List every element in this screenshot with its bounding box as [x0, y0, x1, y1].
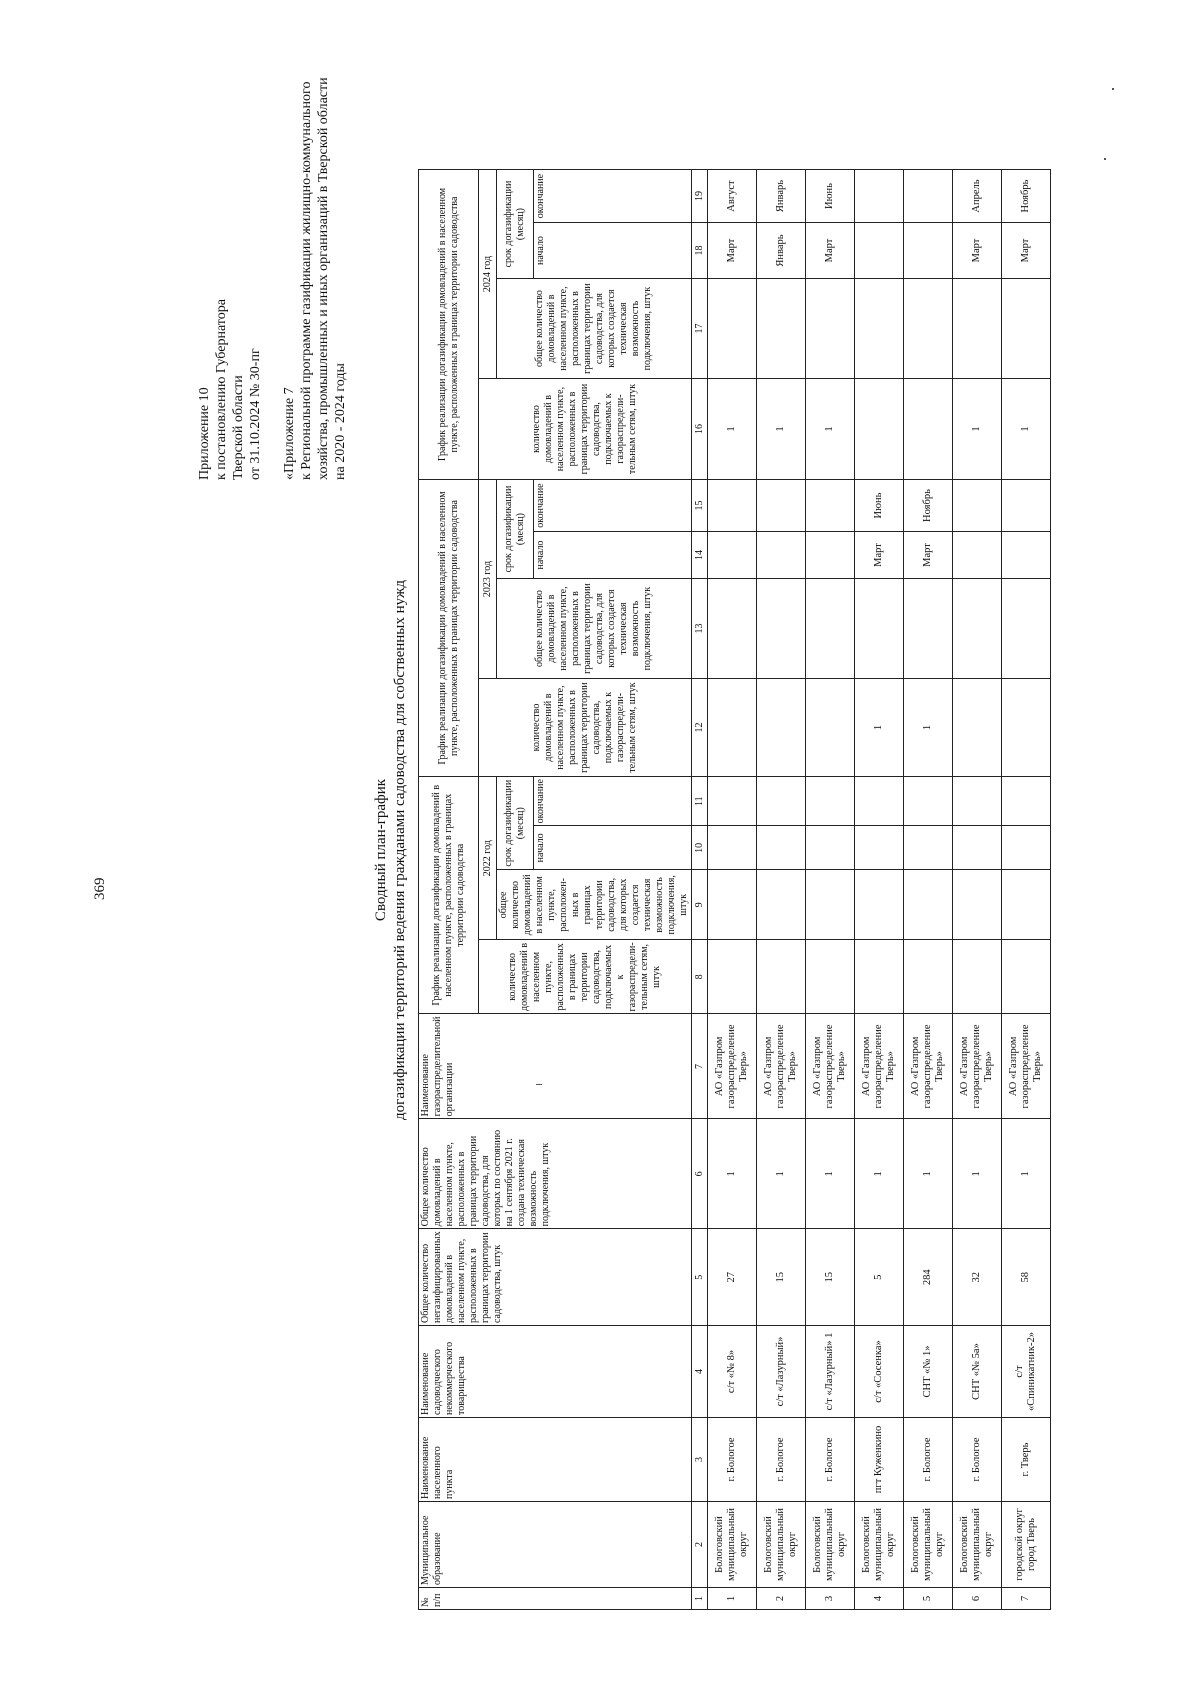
- table-cell-c9: [708, 870, 757, 940]
- table-cell-c18: Январь: [757, 223, 806, 279]
- table-cell-c5: 5: [855, 1229, 904, 1326]
- header-group-2024: График реализации догазификации домовладений в населенном пункте, расположенных в границах территории садоводства: [419, 170, 479, 480]
- table-cell-c16: 1: [1002, 379, 1051, 480]
- table-cell-c18: [904, 223, 953, 279]
- title-line: догазификации территорий ведения гражданами садоводства для собственных нужд: [392, 580, 408, 1120]
- table-cell-c11: [806, 777, 855, 826]
- table-cell-c9: [757, 870, 806, 940]
- table-cell-np: г. Бологое: [806, 1418, 855, 1502]
- table-cell-n: 7: [1002, 1588, 1051, 1610]
- table-cell-c14: [806, 532, 855, 579]
- appendix-line: хозяйства, промышленных и иных организаций в Тверской области: [316, 77, 331, 480]
- header-total-2022: общее количество домовладений в населенном пункте, расположен-ных в границах территории садоводства, для которых создается техническая возможность подключения, штук: [497, 870, 692, 940]
- scan-speck: [1104, 158, 1106, 160]
- header-start-2024: начало: [533, 223, 691, 279]
- schedule-table: [418, 169, 1051, 1610]
- table-cell-c11: [904, 777, 953, 826]
- table-row: [855, 170, 904, 1610]
- table-cell-c8: [904, 940, 953, 1014]
- scan-speck: [536, 1084, 542, 1085]
- table-cell-c14: Март: [855, 532, 904, 579]
- table-cell-c8: [953, 940, 1002, 1014]
- table-cell-c12: [1002, 679, 1051, 777]
- table-cell-c6: 1: [806, 1119, 855, 1229]
- header-group-2023: График реализации догазификации домовладений в населенном пункте, расположенных в границах территории садоводства: [419, 480, 479, 777]
- table-cell-c14: Март: [904, 532, 953, 579]
- table-cell-c16: 1: [953, 379, 1002, 480]
- table-row: [904, 170, 953, 1610]
- header-group-2022: График реализации догазификации домовладений в населенном пункте, расположенных в границах территории садоводства: [419, 777, 479, 1014]
- table-cell-c11: [757, 777, 806, 826]
- table-cell-c13: [708, 579, 757, 679]
- column-number-cell: 9: [692, 870, 708, 940]
- column-number-cell: 17: [692, 279, 708, 379]
- header-term-2022: срок догазификации (месяц): [497, 777, 534, 870]
- table-cell-c13: [904, 579, 953, 679]
- table-cell-c19: Январь: [757, 170, 806, 223]
- table-row: [953, 170, 1002, 1610]
- table-cell-c10: [904, 826, 953, 870]
- table-cell-c15: Ноябрь: [904, 480, 953, 532]
- column-number-cell: 14: [692, 532, 708, 579]
- table-cell-c5: 27: [708, 1229, 757, 1326]
- table-cell-c5: 32: [953, 1229, 1002, 1326]
- column-number-cell: 12: [692, 679, 708, 777]
- table-cell-c8: [855, 940, 904, 1014]
- table-cell-org: АО «Газпром газораспределение Тверь»: [904, 1014, 953, 1119]
- column-number-cell: 15: [692, 480, 708, 532]
- table-cell-np: г. Тверь: [1002, 1418, 1051, 1502]
- header-year-2024: 2024 год: [479, 170, 497, 379]
- appendix-line: Приложение 10: [197, 387, 212, 480]
- table-cell-n: 4: [855, 1588, 904, 1610]
- header-start-2022: начало: [533, 826, 691, 870]
- header-end-2024: окончание: [533, 170, 691, 223]
- table-body: [692, 170, 1051, 1610]
- table-cell-np: г. Бологое: [953, 1418, 1002, 1502]
- header-connected-2023: количество домовладений в населенном пункте, расположенных в границах территории садоводства, подключаемых к газораспредели-тельным сетям, штук: [479, 679, 692, 777]
- table-cell-c14: [757, 532, 806, 579]
- table-cell-c15: [1002, 480, 1051, 532]
- column-number-cell: 6: [692, 1119, 708, 1229]
- table-cell-c18: [855, 223, 904, 279]
- column-number-cell: 2: [692, 1502, 708, 1588]
- page-number: 369: [92, 877, 108, 900]
- table-cell-snt: с/т «Сосенка»: [855, 1326, 904, 1418]
- header-org: Наименование газораспределительной организации: [419, 1014, 692, 1119]
- header-year-2022: 2022 год: [479, 777, 497, 940]
- table-cell-c19: [855, 170, 904, 223]
- table-cell-snt: СНТ «№ 1»: [904, 1326, 953, 1418]
- table-cell-c11: [855, 777, 904, 826]
- header-connected-2024: количество домовладений в населенном пункте, расположенных в границах территории садоводства, подключаемых к газораспредели-тельным сетям, штук: [479, 379, 692, 480]
- table-cell-c14: [953, 532, 1002, 579]
- table-cell-c11: [1002, 777, 1051, 826]
- table-cell-c5: 58: [1002, 1229, 1051, 1326]
- table-cell-c12: [708, 679, 757, 777]
- column-number-cell: 13: [692, 579, 708, 679]
- table-cell-snt: с/т «Лазурный»: [757, 1326, 806, 1418]
- header-municipality: Муниципальное образование: [419, 1502, 692, 1588]
- table-cell-n: 3: [806, 1588, 855, 1610]
- table-cell-np: г. Бологое: [904, 1418, 953, 1502]
- table-cell-c18: Март: [708, 223, 757, 279]
- table-row: [708, 170, 757, 1610]
- appendix-line: на 2020 - 2024 годы: [333, 363, 348, 480]
- table-cell-c10: [708, 826, 757, 870]
- table-cell-c6: 1: [1002, 1119, 1051, 1229]
- table-cell-c6: 1: [855, 1119, 904, 1229]
- header-start-2023: начало: [533, 532, 691, 579]
- table-cell-c17: [953, 279, 1002, 379]
- table-cell-c9: [855, 870, 904, 940]
- header-term-2024: срок догазификации (месяц): [497, 170, 534, 279]
- table-cell-org: АО «Газпром газораспределение Тверь»: [806, 1014, 855, 1119]
- table-cell-c19: Апрель: [953, 170, 1002, 223]
- column-number-cell: 4: [692, 1326, 708, 1418]
- header-connected-2022: количество домовладений в населенном пункте, расположенных в границах территории садоводства, подключаемых к газораспредели-тельным сетям, штук: [479, 940, 692, 1014]
- table-cell-np: пгт Куженкино: [855, 1418, 904, 1502]
- table-cell-c17: [708, 279, 757, 379]
- table-cell-snt: СНТ «№ 5а»: [953, 1326, 1002, 1418]
- table-cell-c15: [953, 480, 1002, 532]
- document-title: [372, 0, 410, 1700]
- table-cell-c16: [855, 379, 904, 480]
- table-cell-n: 1: [708, 1588, 757, 1610]
- table-cell-mo: Бологовский муниципальный округ: [806, 1502, 855, 1588]
- table-cell-org: АО «Газпром газораспределение Тверь»: [1002, 1014, 1051, 1119]
- header-year-2023: 2023 год: [479, 480, 497, 679]
- table-cell-c12: 1: [855, 679, 904, 777]
- table-cell-c10: [855, 826, 904, 870]
- table-cell-c19: Август: [708, 170, 757, 223]
- header-ungasified: Общее количество негазифицированных домовладений в населенном пункте, расположенных в границах территории садоводства, штук: [419, 1229, 692, 1326]
- header-possible: Общее количество домовладений в населенном пункте, расположенных в границах территории садоводства, для которых по состоянию на 1 сентября 2021 г. создана техническая возможность подключения, штук: [419, 1119, 692, 1229]
- table-cell-c10: [757, 826, 806, 870]
- table-cell-mo: Бологовский муниципальный округ: [953, 1502, 1002, 1588]
- table-row: [757, 170, 806, 1610]
- column-number-row: [692, 170, 708, 1610]
- table-cell-c19: Ноябрь: [1002, 170, 1051, 223]
- table-cell-c9: [904, 870, 953, 940]
- table-cell-mo: Бологовский муниципальный округ: [855, 1502, 904, 1588]
- table-cell-c17: [757, 279, 806, 379]
- table-cell-c6: 1: [904, 1119, 953, 1229]
- table-cell-c9: [953, 870, 1002, 940]
- header-term-2023: срок догазификации (месяц): [497, 480, 534, 579]
- table-cell-n: 5: [904, 1588, 953, 1610]
- table-cell-c5: 15: [757, 1229, 806, 1326]
- column-number-cell: 7: [692, 1014, 708, 1119]
- appendix-line: к Региональной программе газификации жилищно-коммунального: [299, 81, 314, 480]
- header-end-2023: окончание: [533, 480, 691, 532]
- table-cell-c5: 15: [806, 1229, 855, 1326]
- table-cell-snt: с/т «Лазурный» 1: [806, 1326, 855, 1418]
- table-cell-c10: [1002, 826, 1051, 870]
- table-cell-org: АО «Газпром газораспределение Тверь»: [708, 1014, 757, 1119]
- column-number-cell: 11: [692, 777, 708, 826]
- header-partnership: Наименование садоводческого некоммерческого товарищества: [419, 1326, 692, 1418]
- table-cell-c12: [757, 679, 806, 777]
- appendix-line: «Приложение 7: [282, 387, 297, 480]
- table-cell-org: АО «Газпром газораспределение Тверь»: [855, 1014, 904, 1119]
- table-cell-c17: [806, 279, 855, 379]
- table-cell-c14: [1002, 532, 1051, 579]
- table-cell-c6: 1: [953, 1119, 1002, 1229]
- table-cell-mo: Бологовский муниципальный округ: [757, 1502, 806, 1588]
- table-cell-c18: Март: [806, 223, 855, 279]
- header-settlement: Наименование населенного пункта: [419, 1418, 692, 1502]
- table-cell-c13: [806, 579, 855, 679]
- table-cell-n: 6: [953, 1588, 1002, 1610]
- table-cell-c8: [757, 940, 806, 1014]
- table-cell-c13: [1002, 579, 1051, 679]
- table-row: [806, 170, 855, 1610]
- header-total-2024: общее количество домовладений в населенном пункте, расположенных в границах территории садоводства, для которых создается техническая возможность подключения, штук: [497, 279, 692, 379]
- table-cell-mo: Бологовский муниципальный округ: [708, 1502, 757, 1588]
- appendix-line: от 31.10.2024 № 30-пг: [248, 348, 263, 480]
- table-cell-c17: [1002, 279, 1051, 379]
- table-cell-c8: [806, 940, 855, 1014]
- column-number-cell: 5: [692, 1229, 708, 1326]
- table-cell-c17: [904, 279, 953, 379]
- table-cell-c8: [1002, 940, 1051, 1014]
- table-cell-c11: [708, 777, 757, 826]
- table-cell-org: АО «Газпром газораспределение Тверь»: [953, 1014, 1002, 1119]
- table-cell-c18: Март: [953, 223, 1002, 279]
- column-number-cell: 19: [692, 170, 708, 223]
- table-cell-c6: 1: [708, 1119, 757, 1229]
- table-cell-c15: [806, 480, 855, 532]
- column-number-cell: 10: [692, 826, 708, 870]
- table-cell-c13: [855, 579, 904, 679]
- table-cell-c17: [855, 279, 904, 379]
- table-cell-c5: 284: [904, 1229, 953, 1326]
- column-number-cell: 16: [692, 379, 708, 480]
- table-cell-c9: [1002, 870, 1051, 940]
- table-row: [1002, 170, 1051, 1610]
- table-cell-c16: 1: [708, 379, 757, 480]
- table-cell-c12: [806, 679, 855, 777]
- table-cell-c6: 1: [757, 1119, 806, 1229]
- table-cell-np: г. Бологое: [757, 1418, 806, 1502]
- appendix-block: [196, 60, 349, 480]
- table-cell-c9: [806, 870, 855, 940]
- header-total-2023: общее количество домовладений в населенном пункте, расположенных в границах территории садоводства, для которых создается техническая возможность подключения, штук: [497, 579, 692, 679]
- table-cell-c12: [953, 679, 1002, 777]
- table-cell-c15: [708, 480, 757, 532]
- column-number-cell: 3: [692, 1418, 708, 1502]
- table-cell-c13: [757, 579, 806, 679]
- table-cell-c18: Март: [1002, 223, 1051, 279]
- table-cell-c8: [708, 940, 757, 1014]
- header-num: № п/п: [419, 1588, 692, 1610]
- table-cell-org: АО «Газпром газораспределение Тверь»: [757, 1014, 806, 1119]
- table-cell-snt: с/т «№ 8»: [708, 1326, 757, 1418]
- table-cell-c16: 1: [757, 379, 806, 480]
- table-cell-c14: [708, 532, 757, 579]
- column-number-cell: 8: [692, 940, 708, 1014]
- table-cell-c15: Июнь: [855, 480, 904, 532]
- appendix-line: Тверской области: [231, 375, 246, 480]
- scan-speck: [1112, 88, 1114, 90]
- column-number-cell: 18: [692, 223, 708, 279]
- table-cell-c19: Июнь: [806, 170, 855, 223]
- table-cell-c16: [904, 379, 953, 480]
- table-cell-c12: 1: [904, 679, 953, 777]
- table-cell-c16: 1: [806, 379, 855, 480]
- table-cell-mo: городской округ город Тверь: [1002, 1502, 1051, 1588]
- table-cell-c11: [953, 777, 1002, 826]
- table-cell-c15: [757, 480, 806, 532]
- table-cell-c10: [953, 826, 1002, 870]
- table-cell-mo: Бологовский муниципальный округ: [904, 1502, 953, 1588]
- table-cell-np: г. Бологое: [708, 1418, 757, 1502]
- column-number-cell: 1: [692, 1588, 708, 1610]
- table-cell-snt: с/т «Спиникатник-2»: [1002, 1326, 1051, 1418]
- table-cell-c19: [904, 170, 953, 223]
- table-cell-c13: [953, 579, 1002, 679]
- table-cell-n: 2: [757, 1588, 806, 1610]
- appendix-line: к постановлению Губернатора: [214, 299, 229, 480]
- table-cell-c10: [806, 826, 855, 870]
- title-line: Сводный план-график: [373, 778, 389, 922]
- header-end-2022: окончание: [533, 777, 691, 826]
